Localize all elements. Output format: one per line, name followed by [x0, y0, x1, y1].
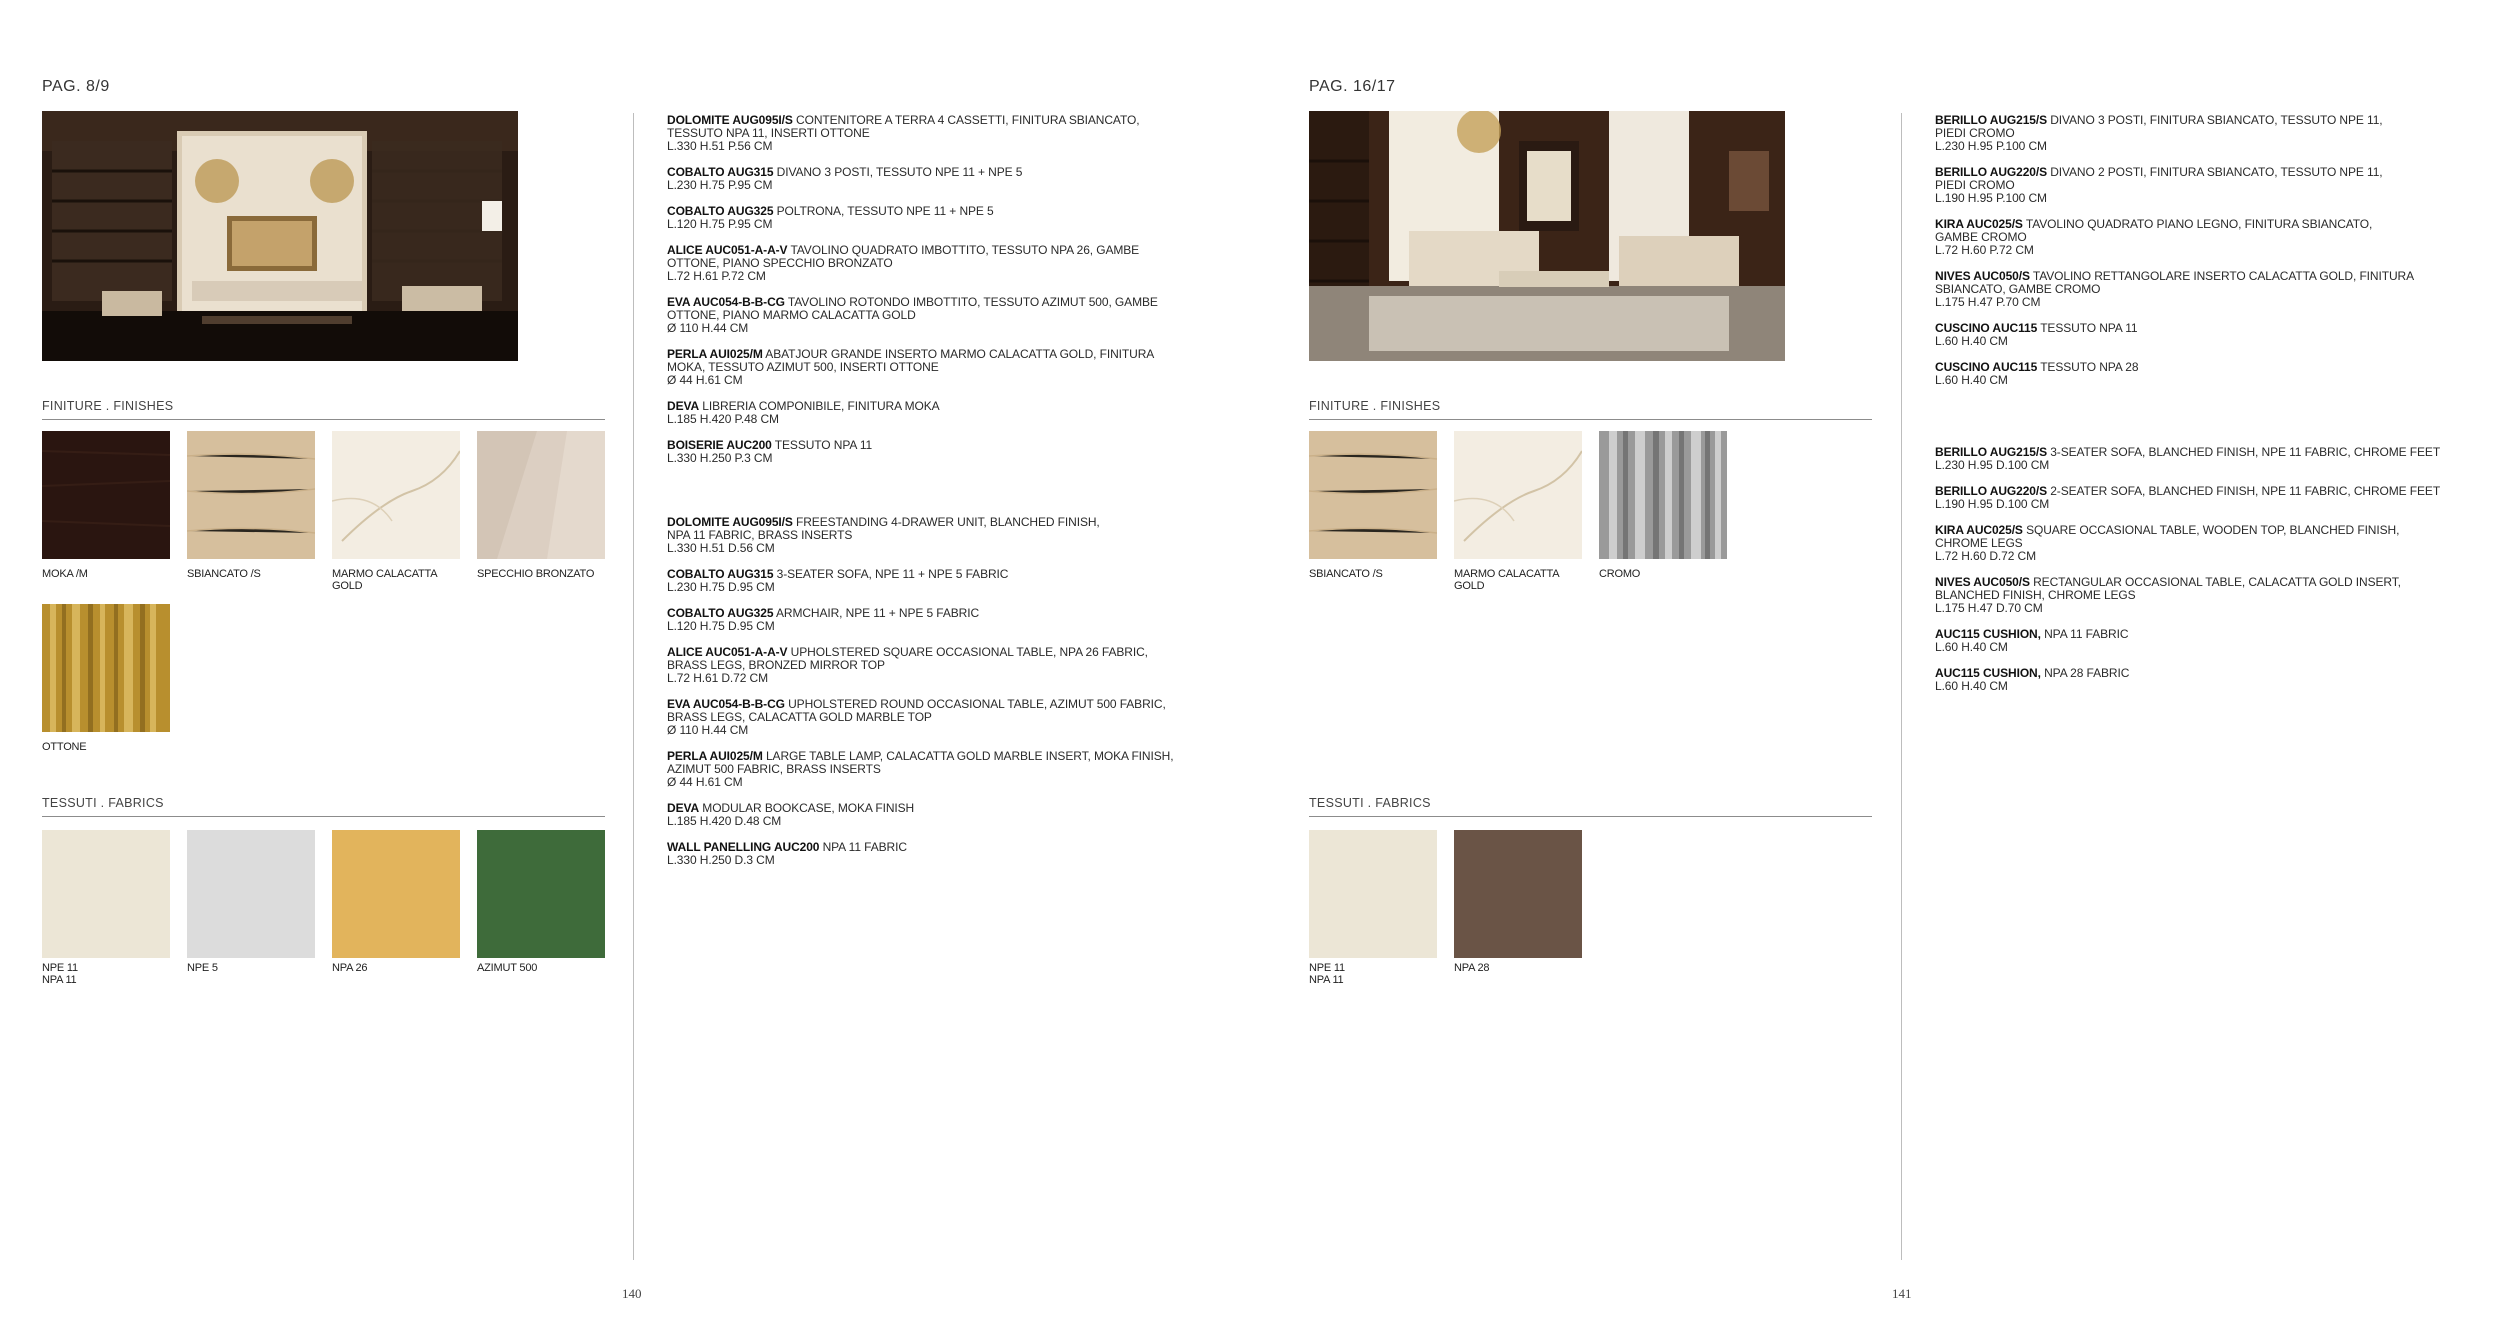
product-code: BERILLO AUG220/S [1935, 484, 2047, 498]
finish-swatch-image [1309, 431, 1437, 559]
swatch-label: CROMO [1599, 568, 1641, 580]
finish-swatch-moka [42, 431, 170, 580]
product-entry [1935, 524, 2495, 563]
fabric-swatch-image [1454, 830, 1582, 958]
product-dimensions: L.230 H.75 P.95 CM [667, 178, 773, 192]
product-code: CUSCINO AUC115 [1935, 321, 2038, 335]
product-dimensions: L.120 H.75 D.95 CM [667, 619, 775, 633]
product-code: EVA AUC054-B-B-CG [667, 697, 785, 711]
product-entry [1935, 166, 2495, 205]
product-text: MODULAR BOOKCASE, MOKA FINISH [699, 801, 915, 815]
product-text: DIVANO 3 POSTI, TESSUTO NPE 11 + NPE 5 [773, 165, 1023, 179]
product-dimensions: L.330 H.250 P.3 CM [667, 451, 773, 465]
column-divider [633, 113, 634, 1260]
product-text: DIVANO 2 POSTI, FINITURA SBIANCATO, TESSUTO NPE 11, [2046, 165, 2383, 179]
product-text: UPHOLSTERED ROUND OCCASIONAL TABLE, AZIMUT 500 FABRIC, [784, 697, 1166, 711]
product-entry [1935, 667, 2495, 693]
fabric-swatch-npa28 [1454, 830, 1582, 974]
product-text: UPHOLSTERED SQUARE OCCASIONAL TABLE, NPA 26 FABRIC, [787, 645, 1148, 659]
product-dimensions: L.330 H.250 D.3 CM [667, 853, 775, 867]
product-entry [1935, 446, 2495, 472]
product-text-continued: BRASS LEGS, BRONZED MIRROR TOP [667, 658, 885, 672]
product-text: 3-SEATER SOFA, NPE 11 + NPE 5 FABRIC [773, 567, 1009, 581]
product-code: COBALTO AUG315 [667, 165, 774, 179]
product-entry [667, 244, 1227, 283]
product-entry [667, 114, 1227, 153]
descriptions-english [667, 516, 1227, 867]
product-code: WALL PANELLING AUC200 [667, 840, 820, 854]
product-dimensions: L.60 H.40 CM [1935, 373, 2008, 387]
finish-swatch-image [187, 431, 315, 559]
product-text: ABATJOUR GRANDE INSERTO MARMO CALACATTA GOLD, FINITURA [762, 347, 1155, 361]
product-text: TAVOLINO ROTONDO IMBOTTITO, TESSUTO AZIMUT 500, GAMBE [784, 295, 1158, 309]
product-dimensions: Ø 44 H.61 CM [667, 373, 743, 387]
product-text: NPA 28 FABRIC [2040, 666, 2130, 680]
swatch-label: NPE 11 NPA 11 [1309, 962, 1345, 986]
product-code: BERILLO AUG215/S [1935, 445, 2047, 459]
swatch-label: AZIMUT 500 [477, 962, 538, 974]
swatch-label: NPA 26 [332, 962, 368, 974]
product-code: COBALTO AUG315 [667, 567, 774, 581]
product-entry [1935, 576, 2495, 615]
product-dimensions: L.60 H.40 CM [1935, 640, 2008, 654]
product-text: TESSUTO NPA 11 [771, 438, 873, 452]
product-entry [667, 439, 1227, 465]
product-dimensions: Ø 44 H.61 CM [667, 775, 743, 789]
product-code: CUSCINO AUC115 [1935, 360, 2038, 374]
product-entry [667, 698, 1227, 737]
product-code: DEVA [667, 801, 700, 815]
product-code: DEVA [667, 399, 700, 413]
product-code: PERLA AUI025/M [667, 347, 763, 361]
product-entry [1935, 114, 2495, 153]
product-entry [667, 166, 1227, 192]
product-dimensions: L.190 H.95 D.100 CM [1935, 497, 2050, 511]
page-reference: PAG. 8/9 [42, 78, 110, 95]
product-code: BOISERIE AUC200 [667, 438, 772, 452]
product-dimensions: L.230 H.95 D.100 CM [1935, 458, 2050, 472]
product-code: NIVES AUC050/S [1935, 269, 2030, 283]
page-number: 141 [1892, 1286, 1912, 1301]
fabric-swatch-image [42, 830, 170, 958]
product-code: AUC115 CUSHION, [1935, 627, 2041, 641]
fabric-swatch-image [477, 830, 605, 958]
product-text-continued: PIEDI CROMO [1935, 126, 2015, 140]
product-text: NPA 11 FABRIC [2040, 627, 2129, 641]
product-dimensions: L.60 H.40 CM [1935, 334, 2008, 348]
swatch-label: MARMO CALACATTA GOLD [1454, 568, 1559, 592]
product-text: CONTENITORE A TERRA 4 CASSETTI, FINITURA SBIANCATO, [792, 113, 1140, 127]
fabrics-heading: TESSUTI . FABRICS [1309, 796, 1431, 810]
product-text: 2-SEATER SOFA, BLANCHED FINISH, NPE 11 FABRIC, CHROME FEET [2046, 484, 2441, 498]
finish-swatch-sbiancato [187, 431, 315, 580]
product-text-continued: BLANCHED FINISH, CHROME LEGS [1935, 588, 2136, 602]
column-divider [1901, 113, 1902, 1260]
product-code: DOLOMITE AUG095I/S [667, 113, 793, 127]
finish-swatch-image [42, 431, 170, 559]
product-text: NPA 11 FABRIC [819, 840, 907, 854]
product-dimensions: L.185 H.420 P.48 CM [667, 412, 779, 426]
product-text-continued: CHROME LEGS [1935, 536, 2023, 550]
product-code: KIRA AUC025/S [1935, 523, 2023, 537]
product-text-continued: TESSUTO NPA 11, INSERTI OTTONE [667, 126, 870, 140]
section-divider [42, 816, 605, 817]
product-dimensions: L.185 H.420 D.48 CM [667, 814, 782, 828]
product-code: EVA AUC054-B-B-CG [667, 295, 785, 309]
product-text-continued: OTTONE, PIANO MARMO CALACATTA GOLD [667, 308, 916, 322]
swatch-label: NPA 28 [1454, 962, 1490, 974]
finish-swatch-ottone [42, 604, 170, 753]
descriptions-italian [1935, 114, 2495, 387]
section-divider [1309, 816, 1872, 817]
finish-swatch-marmo [332, 431, 460, 592]
product-text-continued: MOKA, TESSUTO AZIMUT 500, INSERTI OTTONE [667, 360, 939, 374]
product-entry [1935, 485, 2495, 511]
product-dimensions: L.330 H.51 D.56 CM [667, 541, 775, 555]
fabric-swatch-npe11 [42, 830, 170, 986]
swatch-label: NPE 5 [187, 962, 218, 974]
product-text-continued: OTTONE, PIANO SPECCHIO BRONZATO [667, 256, 893, 270]
product-code: ALICE AUC051-A-A-V [667, 645, 788, 659]
product-entry [667, 348, 1227, 387]
product-code: ALICE AUC051-A-A-V [667, 243, 788, 257]
page-reference: PAG. 16/17 [1309, 78, 1396, 95]
fabric-swatch-npe5 [187, 830, 315, 974]
product-code: AUC115 CUSHION, [1935, 666, 2041, 680]
fabric-swatch-image [332, 830, 460, 958]
product-text-continued: SBIANCATO, GAMBE CROMO [1935, 282, 2101, 296]
right-page [1265, 0, 2500, 1334]
product-dimensions: L.190 H.95 P.100 CM [1935, 191, 2047, 205]
product-entry [667, 568, 1227, 594]
descriptions-italian [667, 114, 1227, 465]
product-dimensions: L.175 H.47 P.70 CM [1935, 295, 2041, 309]
finishes-heading: FINITURE . FINISHES [1309, 399, 1441, 413]
product-code: PERLA AUI025/M [667, 749, 763, 763]
product-text-continued: NPA 11 FABRIC, BRASS INSERTS [667, 528, 853, 542]
finishes-heading: FINITURE . FINISHES [42, 399, 174, 413]
product-dimensions: L.72 H.60 P.72 CM [1935, 243, 2034, 257]
product-entry [667, 400, 1227, 426]
swatch-label: OTTONE [42, 741, 87, 753]
product-text: SQUARE OCCASIONAL TABLE, WOODEN TOP, BLANCHED FINISH, [2022, 523, 2400, 537]
product-dimensions: L.230 H.95 P.100 CM [1935, 139, 2047, 153]
product-descriptions [1935, 114, 2495, 706]
swatch-label: SBIANCATO /S [1309, 568, 1383, 580]
finish-swatch-cromo [1599, 431, 1727, 580]
finish-swatch-sbiancato [1309, 431, 1437, 580]
descriptions-english [1935, 446, 2495, 693]
product-entry [667, 802, 1227, 828]
product-entry [667, 646, 1227, 685]
product-entry [667, 205, 1227, 231]
product-entry [1935, 218, 2495, 257]
fabric-swatch-npe11 [1309, 830, 1437, 986]
product-entry [667, 841, 1227, 867]
product-entry [1935, 322, 2495, 348]
product-text-continued: AZIMUT 500 FABRIC, BRASS INSERTS [667, 762, 881, 776]
product-text-continued: PIEDI CROMO [1935, 178, 2015, 192]
fabric-swatch-azimut500 [477, 830, 605, 974]
finish-swatch-marmo [1454, 431, 1582, 592]
finish-swatch-image [1599, 431, 1727, 559]
product-entry [667, 296, 1227, 335]
product-entry [667, 750, 1227, 789]
product-dimensions: L.120 H.75 P.95 CM [667, 217, 773, 231]
swatch-label: MARMO CALACATTA GOLD [332, 568, 437, 592]
swatch-label: NPE 11 NPA 11 [42, 962, 78, 986]
product-text: FREESTANDING 4-DRAWER UNIT, BLANCHED FINISH, [792, 515, 1100, 529]
finish-swatch-specchio [477, 431, 605, 580]
product-code: BERILLO AUG220/S [1935, 165, 2047, 179]
product-descriptions [667, 114, 1227, 880]
product-text-continued: BRASS LEGS, CALACATTA GOLD MARBLE TOP [667, 710, 932, 724]
page-number: 140 [622, 1286, 642, 1301]
product-text: TAVOLINO QUADRATO IMBOTTITO, TESSUTO NPA 26, GAMBE [787, 243, 1140, 257]
section-divider [42, 419, 605, 420]
product-text: TESSUTO NPA 11 [2037, 321, 2138, 335]
swatch-label: SPECCHIO BRONZATO [477, 568, 595, 580]
section-divider [1309, 419, 1872, 420]
product-text: TESSUTO NPA 28 [2037, 360, 2139, 374]
hero-photo-living-room [1309, 111, 1785, 361]
product-dimensions: L.72 H.61 P.72 CM [667, 269, 766, 283]
product-code: COBALTO AUG325 [667, 606, 774, 620]
product-text: TAVOLINO RETTANGOLARE INSERTO CALACATTA GOLD, FINITURA [2029, 269, 2414, 283]
product-text: DIVANO 3 POSTI, FINITURA SBIANCATO, TESSUTO NPE 11, [2046, 113, 2383, 127]
product-dimensions: L.230 H.75 D.95 CM [667, 580, 775, 594]
finish-swatch-image [42, 604, 170, 732]
product-dimensions: L.175 H.47 D.70 CM [1935, 601, 2043, 615]
product-code: NIVES AUC050/S [1935, 575, 2030, 589]
finish-swatch-image [1454, 431, 1582, 559]
product-text: ARMCHAIR, NPE 11 + NPE 5 FABRIC [773, 606, 980, 620]
product-text: LARGE TABLE LAMP, CALACATTA GOLD MARBLE INSERT, MOKA FINISH, [762, 749, 1174, 763]
product-dimensions: Ø 110 H.44 CM [667, 723, 749, 737]
product-code: BERILLO AUG215/S [1935, 113, 2047, 127]
product-text: TAVOLINO QUADRATO PIANO LEGNO, FINITURA SBIANCATO, [2022, 217, 2373, 231]
product-text-continued: GAMBE CROMO [1935, 230, 2027, 244]
product-entry [1935, 628, 2495, 654]
fabric-swatch-npa26 [332, 830, 460, 974]
product-code: KIRA AUC025/S [1935, 217, 2023, 231]
product-entry [667, 516, 1227, 555]
product-entry [1935, 270, 2495, 309]
swatch-label: SBIANCATO /S [187, 568, 261, 580]
product-dimensions: Ø 110 H.44 CM [667, 321, 749, 335]
product-dimensions: L.60 H.40 CM [1935, 679, 2008, 693]
hero-photo-living-room [42, 111, 518, 361]
product-entry [1935, 361, 2495, 387]
fabric-swatch-image [187, 830, 315, 958]
product-code: DOLOMITE AUG095I/S [667, 515, 793, 529]
product-dimensions: L.330 H.51 P.56 CM [667, 139, 773, 153]
product-dimensions: L.72 H.61 D.72 CM [667, 671, 769, 685]
product-dimensions: L.72 H.60 D.72 CM [1935, 549, 2037, 563]
product-text: RECTANGULAR OCCASIONAL TABLE, CALACATTA GOLD INSERT, [2029, 575, 2401, 589]
product-entry [667, 607, 1227, 633]
finish-swatch-image [332, 431, 460, 559]
finish-swatch-image [477, 431, 605, 559]
product-text: LIBRERIA COMPONIBILE, FINITURA MOKA [699, 399, 940, 413]
swatch-label: MOKA /M [42, 568, 88, 580]
fabrics-heading: TESSUTI . FABRICS [42, 796, 164, 810]
fabric-swatch-image [1309, 830, 1437, 958]
product-text: 3-SEATER SOFA, BLANCHED FINISH, NPE 11 FABRIC, CHROME FEET [2046, 445, 2441, 459]
product-text: POLTRONA, TESSUTO NPE 11 + NPE 5 [773, 204, 994, 218]
product-code: COBALTO AUG325 [667, 204, 774, 218]
